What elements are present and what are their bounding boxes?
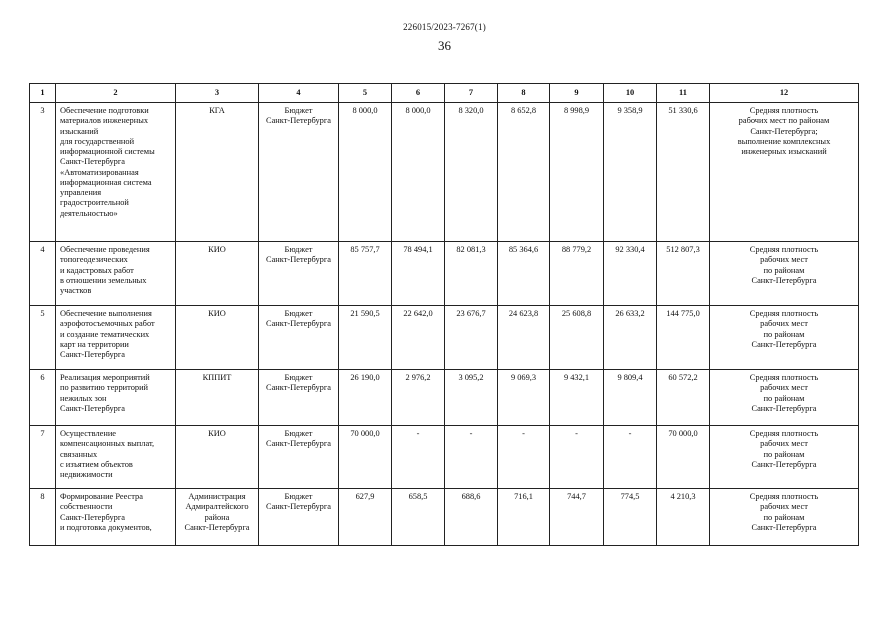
activity-description-cell-line: и создание тематических [60,329,150,339]
activity-description-cell-line: компенсационных выплат, [60,439,155,449]
indicator-cell-line: Средняя плотность [749,492,819,501]
indicator-cell-line: по районам [763,265,805,275]
amount-cell-v8: 24 623,8 [498,306,550,370]
amount-cell-v9: 88 779,2 [550,242,604,306]
indicator-cell-line: инженерных изысканий [741,147,827,156]
activity-description-cell-line: по развитию территорий [60,383,149,393]
indicator-cell-line: Средняя плотность [749,245,819,254]
activity-description-cell-line: градостроительной [60,198,129,208]
row-number-cell: 7 [30,426,56,489]
amount-cell-v8: 85 364,6 [498,242,550,306]
indicator-cell-line: по районам [763,449,805,459]
activity-description-cell-line: Осуществление [60,429,117,438]
indicator-cell-line: Санкт-Петербурга [751,522,817,532]
column-header: 9 [550,84,604,103]
table-row [30,306,859,370]
indicator-cell-line: рабочих мест [760,255,808,265]
amount-cell-v6: 78 494,1 [392,242,445,306]
row-number-cell: 8 [30,489,56,546]
executor-cell-line: Адмиралтейского [185,502,249,512]
amount-cell-v6: 8 000,0 [392,103,445,242]
amount-cell-v6: 658,5 [392,489,445,546]
row-number-cell: 6 [30,370,56,426]
activity-description-cell [56,306,176,370]
funding-source-cell-line: Бюджет [284,106,313,115]
executor-cell [176,426,259,489]
indicator-cell [710,306,859,370]
amount-cell-v5: 21 590,5 [339,306,392,370]
funding-source-cell-line: Санкт-Петербурга [266,502,331,512]
indicator-cell [710,426,859,489]
amount-cell-v9: 744,7 [550,489,604,546]
executor-cell [176,489,259,546]
activity-description-cell-line: материалов инженерных [60,116,149,126]
activity-description-cell-line: Санкт-Петербурга [60,512,125,522]
indicator-cell-line: рабочих мест [760,439,808,449]
activity-description-cell-line: Санкт-Петербурга [60,350,125,359]
column-header: 4 [259,84,339,103]
table-row [30,370,859,426]
executor-cell-line: КИО [208,245,226,254]
amount-cell-v9: 9 432,1 [550,370,604,426]
executor-cell [176,103,259,242]
indicator-cell [710,489,859,546]
amount-cell-v5: 85 757,7 [339,242,392,306]
activity-description-cell-line: и кадастровых работ [60,265,134,275]
indicator-cell [710,103,859,242]
activity-description-cell-line: Реализация мероприятий [60,373,150,382]
indicator-cell-line: по районам [763,512,805,522]
amount-cell-v6: 22 642,0 [392,306,445,370]
indicator-cell-line: Санкт-Петербурга [751,459,817,469]
funding-source-cell [259,242,339,306]
funding-source-cell [259,306,339,370]
activity-description-cell [56,489,176,546]
activity-description-cell [56,242,176,306]
indicator-cell-line: выполнение комплексных [737,136,831,146]
row-number-cell: 3 [30,103,56,242]
activity-description-cell [56,426,176,489]
column-header: 7 [445,84,498,103]
funding-source-cell-line: Санкт-Петербурга [266,383,331,393]
amount-cell-v8: 9 069,3 [498,370,550,426]
row-number-cell: 4 [30,242,56,306]
column-header: 2 [56,84,176,103]
indicator-cell-line: рабочих мест [760,383,808,393]
funding-source-cell-line: Бюджет [284,492,313,501]
indicator-cell-line: рабочих мест [760,502,808,512]
amount-cell-v8: 716,1 [498,489,550,546]
activity-description-cell-line: карт на территории [60,339,129,349]
funding-source-cell [259,103,339,242]
activity-description-cell-line: нежилых зон [60,393,107,403]
program-table [29,83,859,546]
funding-source-cell-line: Санкт-Петербурга [266,255,331,265]
amount-cell-v7: 82 081,3 [445,242,498,306]
activity-description-cell-line: аэрофотосъемочных работ [60,319,155,329]
executor-cell-line: Администрация [188,492,246,501]
activity-description-cell-line: «Автоматизированная [60,167,139,177]
funding-source-cell-line: Санкт-Петербурга [266,439,331,449]
activity-description-cell-line: Формирование Реестра [60,492,143,501]
indicator-cell-line: рабочих мест по районам [738,116,830,126]
activity-description-cell-line: изысканий [60,126,99,136]
amount-cell-v5: 627,9 [339,489,392,546]
amount-cell-v11: 4 210,3 [657,489,710,546]
column-header: 11 [657,84,710,103]
executor-cell [176,242,259,306]
indicator-cell-line: Санкт-Петербурга [751,275,817,285]
activity-description-cell-line: управления [60,188,102,197]
activity-description-cell-line: недвижимости [60,470,113,479]
row-number-cell: 5 [30,306,56,370]
amount-cell-v7: 8 320,0 [445,103,498,242]
column-header: 6 [392,84,445,103]
amount-cell-v10: 26 633,2 [604,306,657,370]
executor-cell-line: КГА [209,106,225,115]
activity-description-cell-line: собственности [60,502,113,512]
activity-description-cell-line: Обеспечение выполнения [60,309,152,318]
amount-cell-v10: 9 809,4 [604,370,657,426]
amount-cell-v11: 144 775,0 [657,306,710,370]
activity-description-cell-line: Санкт-Петербурга [60,157,125,167]
amount-cell-v10: 9 358,9 [604,103,657,242]
funding-source-cell [259,489,339,546]
table-row [30,489,859,546]
activity-description-cell-line: информационной системы [60,147,155,156]
funding-source-cell-line: Санкт-Петербурга [266,116,331,126]
page-number: 36 [438,38,451,53]
activity-description-cell-line: связанных [60,449,98,459]
indicator-cell-line: Средняя плотность [749,373,819,382]
executor-cell [176,370,259,426]
amount-cell-v5: 70 000,0 [339,426,392,489]
activity-description-cell-line: Обеспечение проведения [60,245,150,254]
column-header: 10 [604,84,657,103]
amount-cell-v11: 70 000,0 [657,426,710,489]
amount-cell-v5: 26 190,0 [339,370,392,426]
activity-description-cell [56,370,176,426]
table-row [30,426,859,489]
activity-description-cell-line: Санкт-Петербурга [60,403,125,413]
table-header-row [30,84,859,103]
activity-description-cell-line: для государственной [60,136,135,146]
indicator-cell-line: Санкт-Петербурга; [750,126,818,136]
funding-source-cell-line: Бюджет [284,309,313,318]
activity-description-cell-line: деятельностью» [60,208,118,218]
column-header: 12 [710,84,859,103]
indicator-cell [710,242,859,306]
amount-cell-v5: 8 000,0 [339,103,392,242]
amount-cell-v7: 23 676,7 [445,306,498,370]
column-header: 8 [498,84,550,103]
executor-cell-line: КИО [208,429,226,438]
funding-source-cell-line: Бюджет [284,373,313,382]
activity-description-cell-line: Обеспечение подготовки [60,106,149,115]
amount-cell-v6: 2 976,2 [392,370,445,426]
indicator-cell-line: рабочих мест [760,319,808,329]
indicator-cell-line: Санкт-Петербурга [751,339,817,349]
indicator-cell-line: Средняя плотность [749,309,819,318]
amount-cell-v8: 8 652,8 [498,103,550,242]
column-header: 1 [30,84,56,103]
table-row [30,242,859,306]
activity-description-cell [56,103,176,242]
amount-cell-v9: 25 608,8 [550,306,604,370]
indicator-cell-line: Средняя плотность [749,429,819,438]
amount-cell-v10: - [604,426,657,489]
amount-cell-v10: 92 330,4 [604,242,657,306]
funding-source-cell-line: Санкт-Петербурга [266,319,331,329]
amount-cell-v9: - [550,426,604,489]
executor-cell-line: Санкт-Петербурга [184,522,250,532]
column-header: 5 [339,84,392,103]
funding-source-cell [259,426,339,489]
amount-cell-v7: 688,6 [445,489,498,546]
funding-source-cell-line: Бюджет [284,245,313,254]
funding-source-cell-line: Бюджет [284,429,313,438]
activity-description-cell-line: и подготовка документов, [60,522,152,532]
amount-cell-v11: 51 330,6 [657,103,710,242]
table-row [30,103,859,242]
activity-description-cell-line: информационная система [60,177,152,187]
indicator-cell-line: Санкт-Петербурга [751,403,817,413]
amount-cell-v6: - [392,426,445,489]
funding-source-cell [259,370,339,426]
amount-cell-v7: - [445,426,498,489]
amount-cell-v10: 774,5 [604,489,657,546]
activity-description-cell-line: участков [60,286,92,295]
executor-cell [176,306,259,370]
executor-cell-line: района [204,512,230,522]
amount-cell-v8: - [498,426,550,489]
column-header: 3 [176,84,259,103]
amount-cell-v11: 512 807,3 [657,242,710,306]
indicator-cell-line: по районам [763,393,805,403]
executor-cell-line: КППИТ [202,373,232,382]
activity-description-cell-line: топогеодезических [60,255,128,265]
document-id: 226015/2023-7267(1) [403,22,486,32]
amount-cell-v9: 8 998,9 [550,103,604,242]
indicator-cell [710,370,859,426]
amount-cell-v7: 3 095,2 [445,370,498,426]
activity-description-cell-line: в отношении земельных [60,275,147,285]
indicator-cell-line: Средняя плотность [749,106,819,115]
indicator-cell-line: по районам [763,329,805,339]
amount-cell-v11: 60 572,2 [657,370,710,426]
executor-cell-line: КИО [208,309,226,318]
activity-description-cell-line: с изъятием объектов [60,459,133,469]
